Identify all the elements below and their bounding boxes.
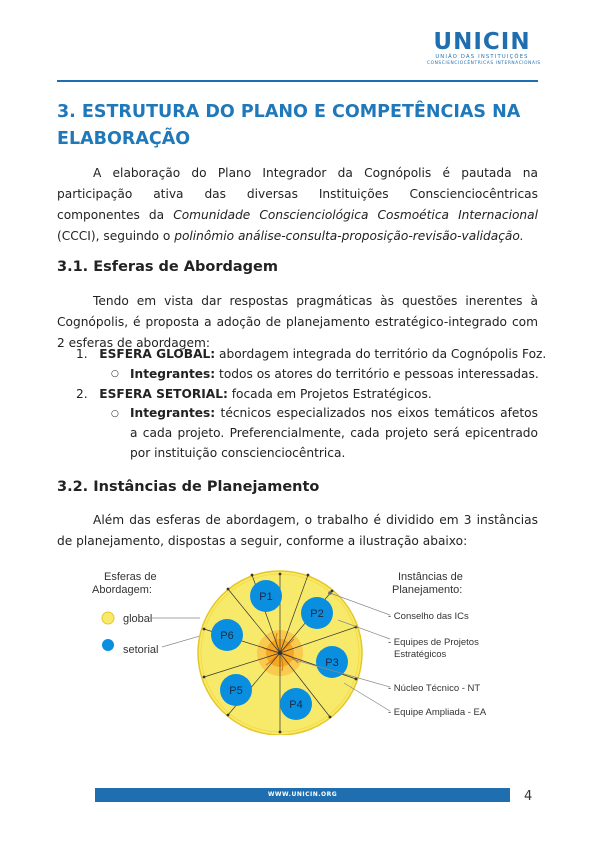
project-p4-label: P4: [289, 699, 303, 711]
page-number: 4: [524, 789, 533, 804]
footer-url[interactable]: WWW.UNICIN.ORG: [267, 791, 338, 798]
section-3-paragraph: [57, 163, 538, 247]
project-p5-label: P5: [229, 685, 243, 697]
project-p2-label: P2: [310, 608, 324, 620]
logo-tagline-1: UNIÃO DAS INSTITUIÇÕES: [435, 54, 529, 60]
instance-conselho: - Conselho das ICs: [388, 611, 469, 622]
section-3-2-intro: [57, 510, 538, 552]
section-3-heading: [57, 99, 537, 153]
list-item-global: [76, 344, 546, 364]
section-3-1-heading: 3.1. Esferas de Abordagem: [57, 259, 278, 275]
header-divider: [57, 80, 538, 82]
sub-label: Integrantes:: [130, 406, 216, 420]
list-label: ESFERA SETORIAL:: [99, 387, 228, 401]
instances-title-1: Instâncias de: [398, 571, 463, 583]
project-p1-label: P1: [259, 591, 273, 603]
instance-nucleo: - Núcleo Técnico - NT: [388, 683, 481, 694]
sub-text: todos os atores do território e pessoas interessadas.: [215, 367, 539, 381]
section-3-text-2: (CCCI), seguindo o: [57, 229, 175, 243]
pointer-dot: [328, 591, 332, 595]
logo-wordmark: UNICIN: [433, 29, 531, 55]
legend-title-1: Esferas de: [104, 571, 157, 583]
sub-text: técnicos especializados nos eixos temáticos afetos a cada projeto. Preferencialmente, cada projeto será epicentrado por instituição conscienciocêntrica.: [130, 406, 538, 460]
section-3-2-heading: 3.2. Instâncias de Planejamento: [57, 479, 320, 495]
polinomio-text: polinômio análise-consulta-proposição-revisão-validação.: [174, 229, 524, 243]
list-text: abordagem integrada do território da Cognópolis Foz.: [215, 347, 547, 361]
list-item-setorial: [76, 384, 432, 404]
legend-setorial-swatch: [102, 639, 114, 651]
section-3-heading-line-1: 3. ESTRUTURA DO PLANO E COMPETÊNCIAS NA: [57, 102, 521, 122]
project-p3-label: P3: [325, 657, 339, 669]
list-number: 2.: [76, 387, 88, 401]
planning-diagram: [92, 565, 512, 735]
list-subitem-global: [130, 364, 539, 384]
legend-global-label: global: [123, 613, 153, 625]
section-3-1-intro-text: Tendo em vista dar respostas pragmáticas às questões inerentes à Cognópolis, é proposta a adoção de planejamento estratégico-integrado com 2 esferas de abordagem:: [57, 294, 538, 350]
bullet-circle-icon: ○: [111, 369, 119, 379]
sub-label: Integrantes:: [130, 367, 216, 381]
list-number: 1.: [76, 347, 88, 361]
list-text: focada em Projetos Estratégicos.: [227, 387, 432, 401]
legend-setorial-label: setorial: [123, 644, 159, 656]
section-3-heading-line-2: ELABORAÇÃO: [57, 129, 191, 149]
section-3-text-1: A elaboração do Plano Integrador da Cognópolis é pautada na participação ativa das diversas Instituições Conscienciocêntricas componentes da: [57, 166, 538, 222]
unicin-logo: [427, 29, 541, 67]
legend-title-2: Abordagem:: [92, 584, 152, 596]
instance-ampliada: - Equipe Ampliada - EA: [388, 707, 487, 718]
list-label: ESFERA GLOBAL:: [99, 347, 216, 361]
logo-tagline-2: CONSCIENCIOCÊNTRICAS INTERNACIONAIS: [427, 61, 541, 66]
instance-equipes-line-1: - Equipes de Projetos: [388, 637, 479, 648]
list-subitem-setorial: [130, 403, 538, 463]
legend-global-swatch: [102, 612, 114, 624]
instance-equipes-line-2: Estratégicos: [394, 649, 447, 660]
ccci-name: Comunidade Conscienciológica Cosmoética Internacional: [173, 208, 538, 222]
instances-title-2: Planejamento:: [392, 584, 463, 596]
section-3-2-intro-text: Além das esferas de abordagem, o trabalho é dividido em 3 instâncias de planejamento, dispostas a seguir, conforme a ilustração abaixo:: [57, 513, 538, 548]
bullet-circle-icon: ○: [111, 409, 119, 419]
project-p6-label: P6: [220, 630, 234, 642]
